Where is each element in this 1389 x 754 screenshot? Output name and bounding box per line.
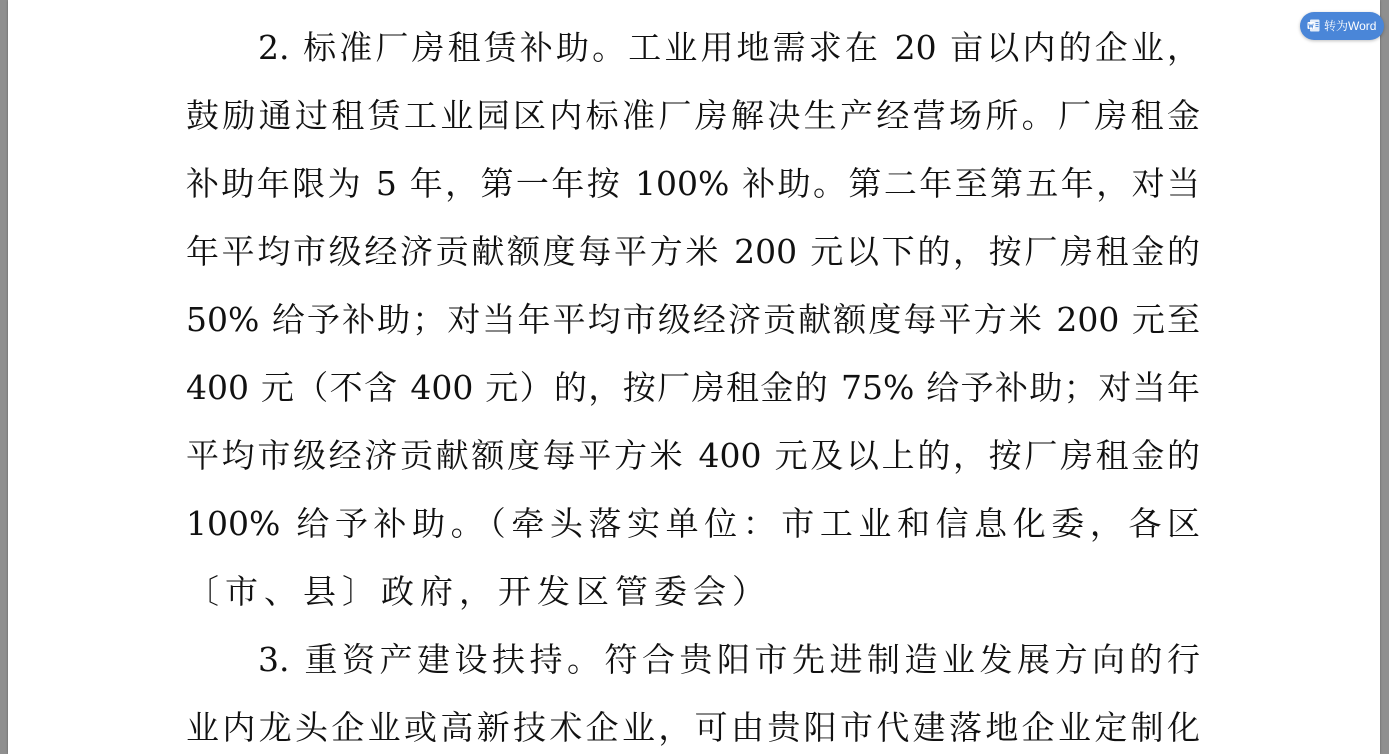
document-line: 平均市级经济贡献额度每平方米 400 元及以上的，按厂房租金的 — [186, 436, 1200, 475]
document-line: 年平均市级经济贡献额度每平方米 200 元以下的，按厂房租金的 — [186, 232, 1200, 271]
document-line: 50% 给予补助；对当年平均市级经济贡献额度每平方米 200 元至 — [186, 300, 1200, 339]
document-line: 〔市、县〕政府，开发区管委会） — [186, 572, 771, 611]
convert-to-word-label: 转为Word — [1324, 19, 1377, 33]
document-line: 2. 标准厂房租赁补助。工业用地需求在 20 亩以内的企业， — [258, 28, 1200, 67]
document-line: 鼓励通过租赁工业园区内标准厂房解决生产经营场所。厂房租金 — [186, 96, 1200, 135]
document-line: 业内龙头企业或高新技术企业，可由贵阳市代建落地企业定制化 — [186, 708, 1200, 747]
convert-to-word-button[interactable] — [1300, 12, 1384, 40]
word-document-icon — [1307, 19, 1320, 33]
document-line: 100% 给予补助。（牵头落实单位：市工业和信息化委，各区 — [186, 504, 1200, 543]
document-line: 补助年限为 5 年，第一年按 100% 补助。第二年至第五年，对当 — [186, 164, 1200, 203]
document-line: 3. 重资产建设扶持。符合贵阳市先进制造业发展方向的行 — [258, 640, 1200, 679]
document-line: 400 元（不含 400 元）的，按厂房租金的 75% 给予补助；对当年 — [186, 368, 1200, 407]
document-page — [8, 0, 1380, 754]
